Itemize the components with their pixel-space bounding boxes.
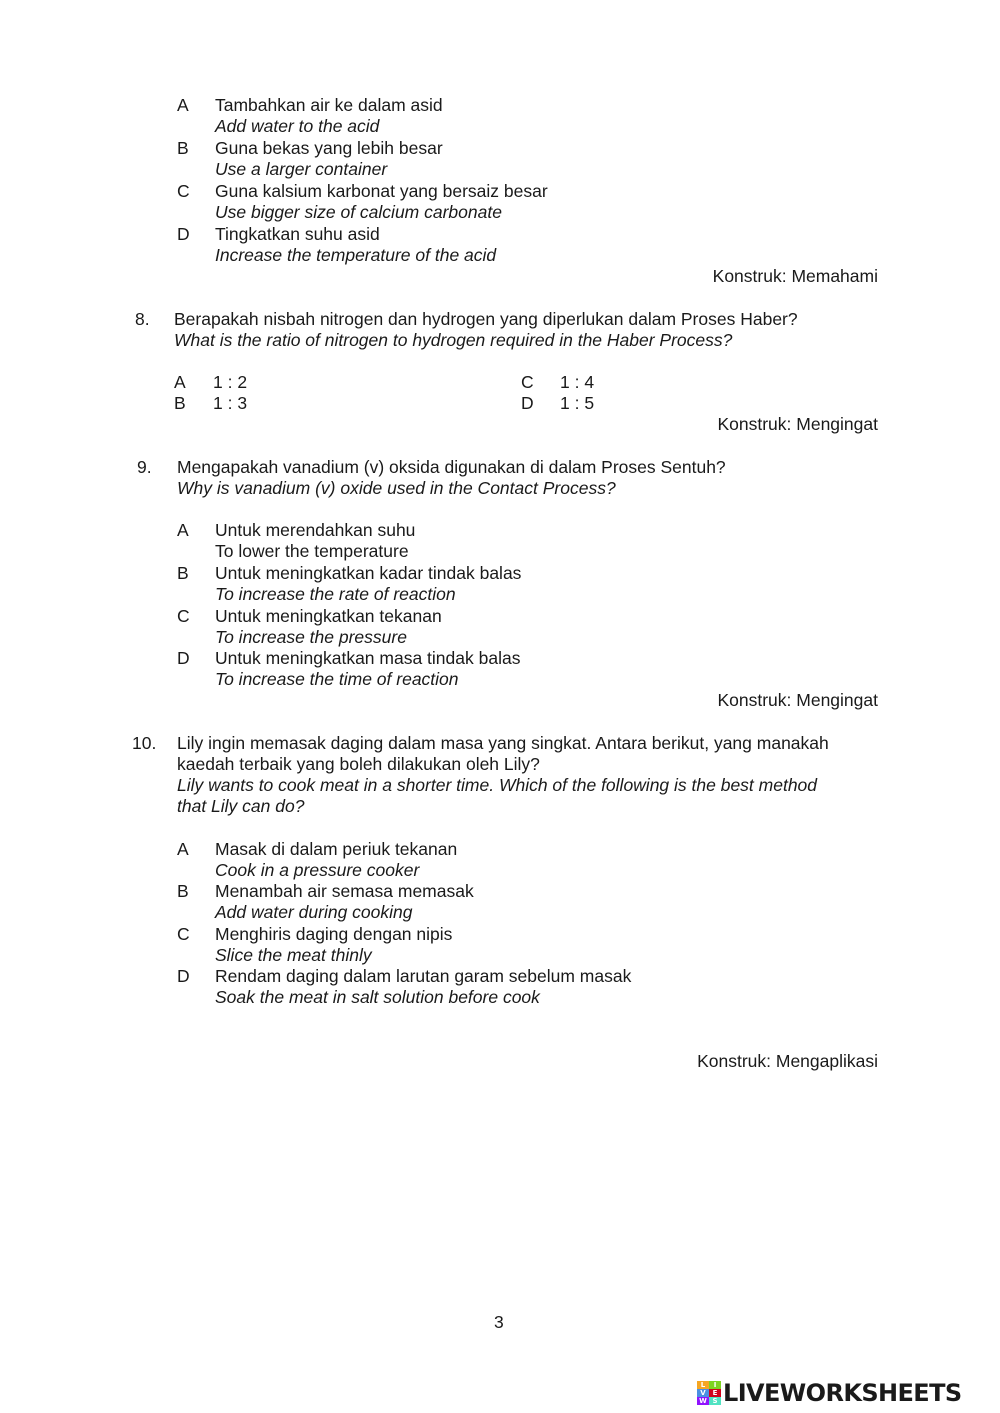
option-letter: A <box>177 839 189 859</box>
option-letter: A <box>177 520 189 540</box>
option-text-ms: Masak di dalam periuk tekanan <box>215 839 458 859</box>
option-text-ms: Untuk meningkatkan kadar tindak balas <box>215 563 522 583</box>
option-text-en: To lower the temperature <box>215 541 409 561</box>
question-text-en: Why is vanadium (v) oxide used in the Contact Process? <box>177 478 616 498</box>
logo-icon-letter: S <box>709 1397 721 1405</box>
option-letter: D <box>177 966 190 986</box>
option-text-en: Cook in a pressure cooker <box>215 860 420 880</box>
option-letter: D <box>177 224 190 244</box>
option-letter: D <box>521 393 534 413</box>
option-text: 1 : 2 <box>213 372 248 392</box>
option-text-en: Slice the meat thinly <box>215 945 372 965</box>
option-letter: A <box>177 95 189 115</box>
option-text-ms: Tingkatkan suhu asid <box>215 224 380 244</box>
option-letter: A <box>174 372 186 392</box>
option-letter: B <box>177 138 189 158</box>
logo-icon-letter: I <box>709 1381 721 1389</box>
question-number: 10. <box>132 733 157 753</box>
option-text-ms: Menambah air semasa memasak <box>215 881 474 901</box>
construct-label: Konstruk: Mengingat <box>717 414 878 434</box>
option-letter: C <box>521 372 534 392</box>
option-text-en: Add water to the acid <box>215 116 380 136</box>
option-letter: D <box>177 648 190 668</box>
option-letter: B <box>177 881 189 901</box>
question-text-en: that Lily can do? <box>177 796 305 816</box>
option-text-ms: Untuk merendahkan suhu <box>215 520 416 540</box>
option-text-en: To increase the pressure <box>215 627 407 647</box>
option-text-en: Add water during cooking <box>215 902 413 922</box>
option-letter: C <box>177 181 190 201</box>
logo-icon-letter: V <box>697 1389 709 1397</box>
option-text: 1 : 5 <box>560 393 595 413</box>
logo-icon-letter: L <box>697 1381 709 1389</box>
liveworksheets-icon <box>697 1381 721 1405</box>
question-text-ms: Lily ingin memasak daging dalam masa yang singkat. Antara berikut, yang manakah <box>177 733 829 753</box>
option-letter: B <box>174 393 186 413</box>
construct-label: Konstruk: Mengingat <box>717 690 878 710</box>
liveworksheets-logo <box>697 1378 962 1408</box>
question-text-ms: kaedah terbaik yang boleh dilakukan oleh Lily? <box>177 754 540 774</box>
option-text-en: To increase the time of reaction <box>215 669 459 689</box>
question-number: 9. <box>137 457 152 477</box>
option-text-en: To increase the rate of reaction <box>215 584 456 604</box>
question-text-en: What is the ratio of nitrogen to hydrogen required in the Haber Process? <box>174 330 733 350</box>
construct-label: Konstruk: Memahami <box>712 266 878 286</box>
option-text: 1 : 3 <box>213 393 248 413</box>
option-text-ms: Untuk meningkatkan tekanan <box>215 606 442 626</box>
question-text-ms: Berapakah nisbah nitrogen dan hydrogen yang diperlukan dalam Proses Haber? <box>174 309 798 329</box>
option-text-en: Use a larger container <box>215 159 388 179</box>
construct-label: Konstruk: Mengaplikasi <box>697 1051 878 1071</box>
option-letter: B <box>177 563 189 583</box>
option-text-en: Increase the temperature of the acid <box>215 245 497 265</box>
option-letter: C <box>177 606 190 626</box>
option-text-ms: Rendam daging dalam larutan garam sebelum masak <box>215 966 632 986</box>
option-text-en: Soak the meat in salt solution before cook <box>215 987 540 1007</box>
option-text-ms: Menghiris daging dengan nipis <box>215 924 453 944</box>
option-text-ms: Guna kalsium karbonat yang bersaiz besar <box>215 181 548 201</box>
option-text-en: Use bigger size of calcium carbonate <box>215 202 502 222</box>
option-text-ms: Guna bekas yang lebih besar <box>215 138 443 158</box>
option-text-ms: Untuk meningkatkan masa tindak balas <box>215 648 521 668</box>
question-text-ms: Mengapakah vanadium (v) oksida digunakan di dalam Proses Sentuh? <box>177 457 726 477</box>
logo-icon-letter: E <box>709 1389 721 1397</box>
option-text: 1 : 4 <box>560 372 595 392</box>
option-letter: C <box>177 924 190 944</box>
question-text-en: Lily wants to cook meat in a shorter time. Which of the following is the best method <box>177 775 818 795</box>
liveworksheets-wordmark: LIVEWORKSHEETS <box>723 1379 962 1407</box>
question-number: 8. <box>135 309 150 329</box>
option-text-ms: Tambahkan air ke dalam asid <box>215 95 443 115</box>
logo-icon-letter: W <box>697 1397 709 1405</box>
page-number: 3 <box>494 1312 504 1332</box>
